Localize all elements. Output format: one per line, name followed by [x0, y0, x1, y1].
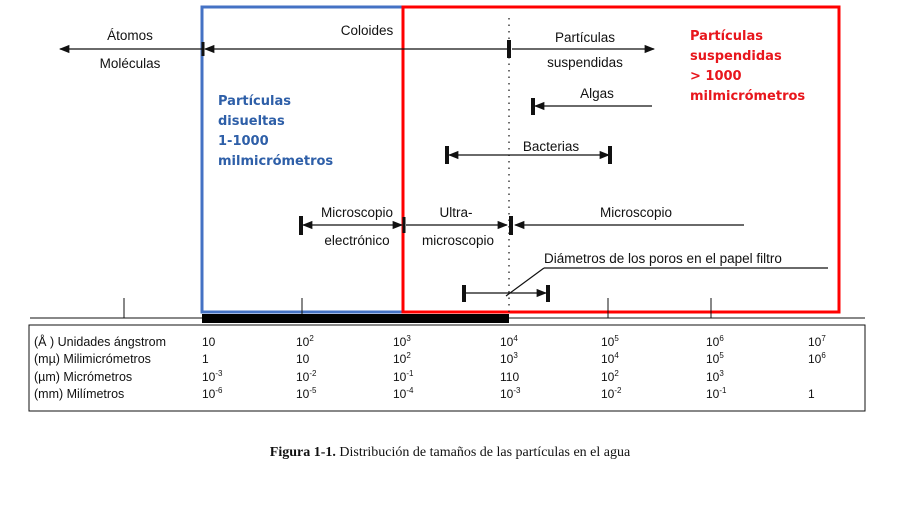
- table-cell: [808, 387, 815, 401]
- poros-leader-diagonal: [506, 268, 544, 296]
- table-cell-exponent: 5: [719, 351, 724, 360]
- table-cell-base: 10: [202, 387, 216, 401]
- label-moleculas: Moléculas: [99, 56, 161, 71]
- table-cell: [202, 335, 216, 349]
- table-cell-base: 1: [202, 352, 209, 366]
- table-cell-exponent: -6: [215, 386, 223, 395]
- table-cell-base: 10: [601, 387, 615, 401]
- table-cell-exponent: 3: [513, 351, 518, 360]
- colloid-range-bar: [202, 314, 509, 323]
- suspended-label-line: milmicrómetros: [690, 89, 806, 104]
- table-cell-exponent: 5: [614, 334, 619, 343]
- table-cell-exponent: -1: [719, 386, 727, 395]
- label-ultramicroscopio: microscopio: [421, 233, 495, 248]
- suspended-label-line: suspendidas: [690, 49, 782, 64]
- table-cell-base: 10: [500, 387, 514, 401]
- table-cell-base: 10: [393, 387, 407, 401]
- label-algas: Algas: [580, 86, 614, 101]
- suspended-label: [690, 29, 805, 104]
- label-atomos: Átomos: [107, 28, 153, 43]
- table-cell-base: 10: [601, 370, 615, 384]
- table-cell-base: 10: [202, 335, 216, 349]
- suspended-label-line: Partículas: [690, 29, 763, 44]
- table-cell-base: 10: [202, 370, 216, 384]
- table-cell-base: 110: [500, 370, 520, 384]
- table-cell-base: 10: [601, 335, 615, 349]
- table-cell-base: 10: [601, 352, 615, 366]
- table-cell-exponent: -2: [614, 386, 622, 395]
- label-microscopio-2: Microscopio: [599, 205, 673, 220]
- label-microscopio-1: Microscopio: [320, 205, 394, 220]
- dissolved-label: [218, 94, 333, 169]
- table-cell-base: 10: [296, 352, 310, 366]
- table-cell-exponent: 2: [309, 334, 314, 343]
- table-cell-exponent: -1: [406, 369, 414, 378]
- table-cell-exponent: -3: [513, 386, 521, 395]
- table-cell-base: 10: [296, 370, 310, 384]
- table-cell-base: 10: [500, 335, 514, 349]
- table-cell-base: 10: [706, 335, 720, 349]
- table-cell-exponent: 3: [406, 334, 411, 343]
- dissolved-label-line: milmicrómetros: [218, 154, 334, 169]
- table-cell: [500, 370, 519, 384]
- table-cell-exponent: 2: [614, 369, 619, 378]
- table-cell-base: 1: [808, 387, 815, 401]
- table-cell-exponent: 7: [821, 334, 826, 343]
- table-cell-exponent: -2: [309, 369, 317, 378]
- table-cell-exponent: -4: [406, 386, 414, 395]
- dissolved-label-line: Partículas: [218, 94, 291, 109]
- table-cell-exponent: 2: [406, 351, 411, 360]
- table-cell-exponent: 4: [614, 351, 619, 360]
- table-cell-base: 10: [393, 335, 407, 349]
- table-cell: [296, 352, 310, 366]
- caption-bold: Figura 1-1.: [269, 445, 336, 460]
- table-cell-exponent: 6: [719, 334, 724, 343]
- suspended-label-line: > 1000: [690, 69, 742, 84]
- table-cell-exponent: 3: [719, 369, 724, 378]
- table-cell-base: 10: [808, 335, 822, 349]
- table-cell-exponent: 6: [821, 351, 826, 360]
- table-cell-base: 10: [296, 387, 310, 401]
- dissolved-label-line: 1-1000: [218, 134, 269, 149]
- table-cell-base: 10: [706, 370, 720, 384]
- table-cell-base: 10: [296, 335, 310, 349]
- label-bacterias: Bacterias: [522, 139, 580, 154]
- caption-text: Distribución de tamaños de las partículas en el agua: [335, 445, 631, 460]
- table-cell: [202, 352, 209, 366]
- table-cell-base: 10: [393, 370, 407, 384]
- label-particulas: Partículas: [554, 30, 616, 45]
- table-cell-base: 10: [808, 352, 822, 366]
- table-cell-base: 10: [393, 352, 407, 366]
- table-row-label: (mµ) Milimicrómetros: [34, 352, 151, 366]
- table-cell-base: 10: [706, 387, 720, 401]
- label-coloides: Coloides: [340, 23, 394, 38]
- table-cell-base: 10: [500, 352, 514, 366]
- label-electronico: electrónico: [324, 233, 390, 248]
- table-row-label: (Å ) Unidades ángstrom: [34, 335, 167, 349]
- dissolved-label-line: disueltas: [218, 114, 285, 129]
- label-poros: Diámetros de los poros en el papel filtro: [544, 251, 782, 266]
- table-cell-exponent: -5: [309, 386, 317, 395]
- table-cell-exponent: 4: [513, 334, 518, 343]
- figure-caption: [270, 445, 631, 460]
- label-suspendidas: suspendidas: [547, 55, 623, 70]
- table-cell-base: 10: [706, 352, 720, 366]
- table-row-label: (µm) Micrómetros: [34, 370, 133, 384]
- label-ultra: Ultra-: [439, 205, 473, 220]
- table-row-label: (mm) Milímetros: [34, 387, 125, 401]
- table-cell-exponent: -3: [215, 369, 223, 378]
